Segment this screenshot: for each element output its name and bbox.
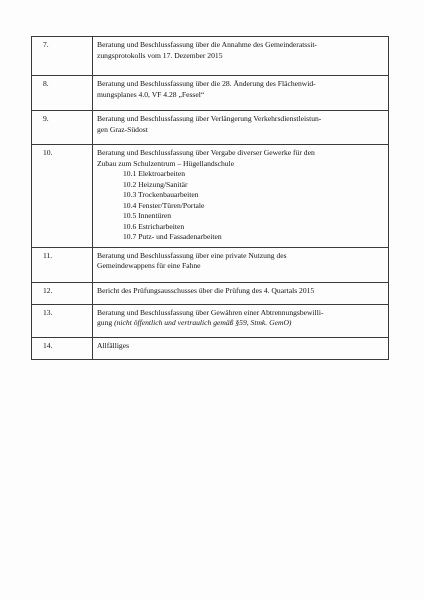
agenda-subitem: 10.2 Heizung/Sanitär: [123, 179, 188, 189]
agenda-item-line: Beratung und Beschlussfassung über Verlängerung Verkehrsdienstleistun-: [97, 114, 322, 123]
agenda-subitem: 10.6 Estricharbeiten: [123, 221, 185, 231]
agenda-item-number: 13.: [32, 304, 93, 337]
agenda-item-number: 14.: [32, 337, 93, 359]
agenda-item-text: [93, 337, 389, 359]
agenda-item-number: 11.: [32, 247, 93, 282]
agenda-item-line: Bericht des Prüfungsausschusses über die Prüfung des 4. Quartals 2015: [97, 285, 315, 295]
agenda-item-number: 9.: [32, 111, 93, 145]
agenda-item-line: Beratung und Beschlussfassung über die 28. Änderung des Flächenwid-: [97, 79, 316, 88]
agenda-item-line: gen Graz-Südost: [97, 124, 148, 134]
agenda-item-number: 10.: [32, 145, 93, 248]
agenda-subitem: 10.1 Elektroarbeiten: [123, 169, 185, 178]
agenda-item-line: [97, 318, 384, 329]
agenda-item-text: [93, 76, 389, 111]
agenda-item-text: [93, 111, 389, 145]
agenda-item-line: Beratung und Beschlussfassung über Gewähren einer Abtrennungsbewilli-: [97, 307, 324, 317]
agenda-item-line-prefix: gung: [97, 318, 115, 327]
agenda-item-text: [93, 145, 389, 248]
agenda-item-number: 8.: [32, 76, 93, 111]
agenda-item-line: Beratung und Beschlussfassung über eine private Nutzung des: [97, 250, 287, 260]
agenda-table: [31, 36, 389, 360]
agenda-row: [32, 111, 389, 145]
agenda-item-line: zungsprotokolls vom 17. Dezember 2015: [97, 50, 223, 60]
agenda-subitem: 10.3 Trockenbauarbeiten: [123, 190, 199, 199]
agenda-item-number: 7.: [32, 37, 93, 76]
agenda-item-text: [93, 247, 389, 282]
agenda-item-line: Gemeindewappens für eine Fahne: [97, 261, 201, 270]
agenda-subitem: 10.4 Fenster/Türen/Portale: [123, 200, 205, 210]
agenda-item-number: 12.: [32, 282, 93, 304]
agenda-row: [32, 145, 389, 248]
confidential-note: (nicht öffentlich und vertraulich gemäß §59, Stmk. GemO): [114, 318, 292, 327]
agenda-item-text: [93, 37, 389, 76]
agenda-item-line: Beratung und Beschlussfassung über die Annahme des Gemeinderatssit-: [97, 40, 317, 49]
agenda-row: [32, 37, 389, 76]
agenda-row: [32, 304, 389, 337]
agenda-item-line: Allfälliges: [97, 340, 130, 350]
agenda-row: [32, 282, 389, 304]
agenda-item-text: [93, 304, 389, 337]
agenda-row: [32, 337, 389, 359]
agenda-row: [32, 247, 389, 282]
agenda-item-line: mungsplanes 4.0, VF 4.28 „Fessel“: [97, 89, 205, 99]
agenda-subitem: 10.7 Putz- und Fassadenarbeiten: [123, 232, 222, 241]
agenda-item-line: Zubau zum Schulzentrum – Hügellandschule: [97, 158, 235, 168]
agenda-subitem: 10.5 Innentüren: [123, 211, 172, 220]
agenda-item-text: [93, 282, 389, 304]
agenda-row: [32, 76, 389, 111]
agenda-item-line: Beratung und Beschlussfassung über Vergabe diverser Gewerke für den: [97, 148, 315, 157]
